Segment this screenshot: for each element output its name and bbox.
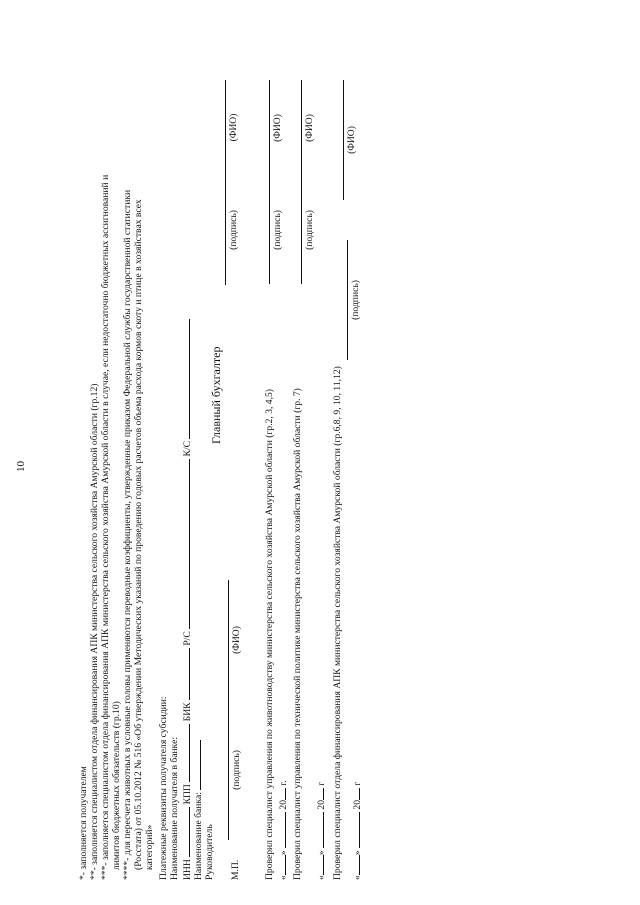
check-1-day[interactable] xyxy=(276,855,286,875)
head-signature-line[interactable] xyxy=(228,700,229,840)
check-3-signature-line[interactable] xyxy=(347,240,348,360)
check-3-signature-hint: (подпись) xyxy=(350,280,361,320)
check-2-signature-hint: (подпись) xyxy=(304,210,315,250)
check-3-name-hint: (ФИО) xyxy=(346,126,357,154)
head-signature-hint: (подпись) xyxy=(231,750,242,790)
bank-row xyxy=(191,740,205,880)
note-1: *- заполняется получателем xyxy=(78,766,89,880)
check-1-signature-hint: (подпись) xyxy=(272,210,283,250)
bik-label: БИК xyxy=(182,702,193,722)
check-1-date: «» 20 г. xyxy=(278,780,289,880)
note-2: **- заполняется специалистом отдела финансирования АПК министерства сельского хозяйства Амурской области (гр.12) xyxy=(89,383,100,880)
chief-name-hint: (ФИО) xyxy=(228,113,239,142)
mp-label: М.П. xyxy=(230,859,241,880)
check-3-name-line[interactable] xyxy=(343,80,344,200)
note-3: ***- заполняется специалистом отдела финансирования АПК министерства сельского хозяйства Амурской области в случае, если недостаточно бюджетных ассигнований и xyxy=(100,174,111,880)
page-number: 10 xyxy=(15,461,27,472)
check-1-month[interactable] xyxy=(276,812,286,848)
rotated-form xyxy=(15,60,620,880)
check-1-name-line[interactable] xyxy=(269,80,270,176)
check-3-year[interactable] xyxy=(350,788,360,800)
check-1-name-hint: (ФИО) xyxy=(272,114,283,142)
kpp-label: КПП xyxy=(182,784,193,805)
check-2-signature-line[interactable] xyxy=(301,176,302,284)
requisites-heading: Платежные реквизиты получателя субсидии: xyxy=(158,696,169,880)
check-3-month[interactable] xyxy=(350,812,360,848)
note-4: ****- для пересчета животных в условные головы применяются переводные коэффициенты, утвержденные приказом Федеральной службы государственной статистики xyxy=(122,189,133,880)
inn-field[interactable] xyxy=(180,807,190,857)
check-3-text: Проверил специалист отдела финансирования АПК министерства сельского хозяйства Амурской области (гр.6,8, 9, 10, 11,12) xyxy=(332,366,343,880)
note-3-cont: лимитов бюджетных обязательств (гр.10) xyxy=(111,701,122,870)
bik-field[interactable] xyxy=(180,648,190,700)
check-3-day[interactable] xyxy=(350,855,360,875)
check-2-day[interactable] xyxy=(314,855,324,875)
check-1-signature-line[interactable] xyxy=(269,176,270,284)
ks-label: К/С xyxy=(182,440,193,457)
ks-field[interactable] xyxy=(180,319,190,439)
note-4-cont-2: категорий» xyxy=(144,824,155,870)
bank-field[interactable] xyxy=(191,740,201,790)
chief-accountant-label: Главный бухгалтер xyxy=(209,346,223,444)
check-2-year[interactable] xyxy=(314,788,324,800)
check-2-name-line[interactable] xyxy=(301,80,302,176)
check-2-date: «» 20 г xyxy=(316,781,327,880)
bank-recipient-name-label: Наименование получателя в банке: xyxy=(169,737,180,880)
check-2-month[interactable] xyxy=(314,812,324,848)
chief-name-line[interactable] xyxy=(225,80,226,175)
check-1-text: Проверил специалист управления по животноводству министерства сельского хозяйства Амурской области (гр.2, 3, 4,5) xyxy=(264,389,275,880)
head-name-hint: (ФИО) xyxy=(231,626,242,654)
inn-label: ИНН xyxy=(182,859,193,880)
note-4-cont: (Росстата) от 05.10.2012 № 516 «Об утверждении Методических указаний по проведению годовых расчетов объема расхода кормов скоту и птице в хозяйствах всех xyxy=(133,199,144,870)
head-name-line[interactable] xyxy=(228,580,229,700)
chief-signature-line[interactable] xyxy=(225,175,226,285)
head-label: Руководитель xyxy=(204,824,215,880)
check-1-year[interactable] xyxy=(276,788,286,800)
bank-label: Наименование банка: xyxy=(193,792,204,880)
rs-field[interactable] xyxy=(180,459,190,629)
chief-signature-hint: (подпись) xyxy=(228,210,239,250)
check-3-date: «» 20 г xyxy=(352,781,363,880)
kpp-field[interactable] xyxy=(180,724,190,782)
rs-label: Р/С xyxy=(182,631,193,646)
check-2-text: Проверил специалист управления по технической политике министерства сельского хозяйства Амурской области (гр. 7) xyxy=(292,388,303,880)
check-2-name-hint: (ФИО) xyxy=(304,114,315,142)
